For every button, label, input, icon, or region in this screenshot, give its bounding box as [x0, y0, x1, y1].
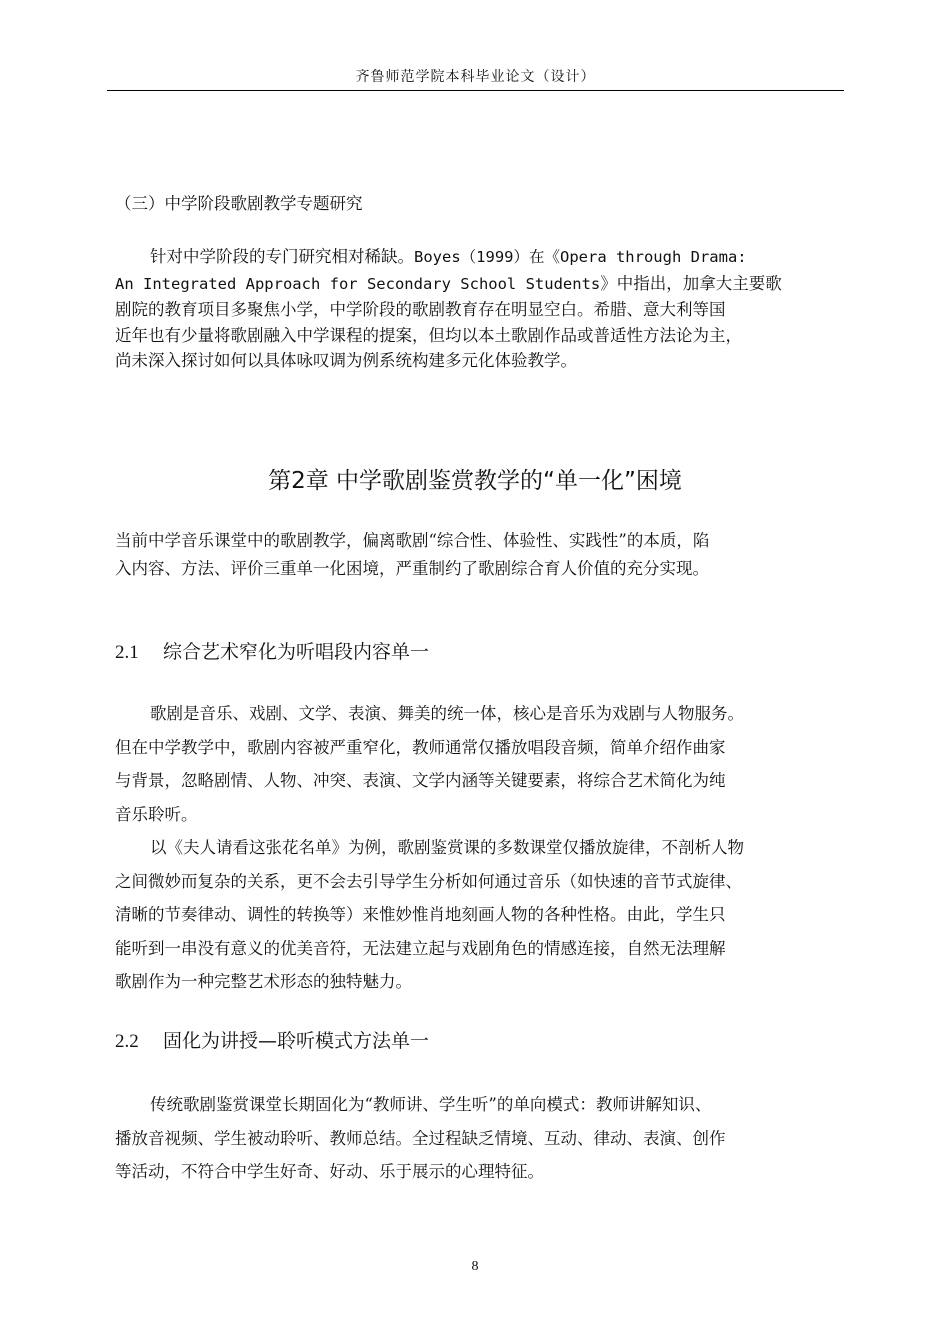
- text-line: 近年也有少量将歌剧融入中学课程的提案，但均以本土歌剧作品或普适性方法论为主，: [115, 325, 742, 345]
- section-heading-2-2: [115, 1026, 429, 1053]
- text-line: 与背景，忽略剧情、人物、冲突、表演、文学内涵等关键要素，将综合艺术简化为纯: [115, 771, 726, 790]
- text-line: 之间微妙而复杂的关系，更不会去引导学生分析如何通过音乐（如快速的音节式旋律、: [115, 871, 742, 891]
- text-line: 播放音视频、学生被动聆听、教师总结。全过程缺乏情境、互动、律动、表演、创作: [115, 1128, 726, 1148]
- page-number: 8: [471, 1259, 479, 1274]
- text-line: 能听到一串没有意义的优美音符，无法建立起与戏剧角色的情感连接，自然无法理解: [115, 938, 726, 958]
- header-rule: [107, 90, 844, 91]
- text-line: 传统歌剧鉴赏课堂长期固化为“教师讲、学生听”的单向模式：教师讲解知识、: [150, 1095, 712, 1114]
- text-line: 入内容、方法、评价三重单一化困境，严重制约了歌剧综合育人价值的充分实现。: [115, 559, 709, 578]
- text-line: 音乐聆听。: [115, 804, 198, 824]
- paragraph-2-1-a: [115, 697, 840, 831]
- section-title: 综合艺术窄化为听唱段内容单一: [163, 641, 430, 663]
- paragraph-2-2: [115, 1088, 840, 1189]
- text-line: 但在中学教学中，歌剧内容被严重窄化，教师通常仅播放唱段音频，简单介绍作曲家: [115, 737, 726, 757]
- text-line: 歌剧作为一种完整艺术形态的独特魅力。: [115, 972, 412, 991]
- text-line: 以《夫人请看这张花名单》为例，歌剧鉴赏课的多数课堂仅播放旋律，不剖析人物: [150, 838, 744, 857]
- paragraph-2-1-b: [115, 831, 840, 999]
- text-line: 尚未深入探讨如何以具体咏叹调为例系统构建多元化体验教学。: [115, 351, 577, 370]
- intro-paragraph: [115, 244, 840, 374]
- section-number: 2.1: [115, 642, 139, 663]
- text-line: 歌剧是音乐、戏剧、文学、表演、舞美的统一体，核心是音乐为戏剧与人物服务。: [150, 704, 744, 723]
- text-line: An Integrated Approach for Secondary School Students》中指出，加拿大主要歌: [115, 273, 782, 293]
- section-heading-2-1: [115, 637, 429, 664]
- running-header: 齐鲁师范学院本科毕业论文（设计）: [355, 69, 596, 85]
- text-line: 当前中学音乐课堂中的歌剧教学，偏离歌剧“综合性、体验性、实践性”的本质，陷: [115, 531, 710, 550]
- text-line: 剧院的教育项目多聚焦小学，中学阶段的歌剧教育存在明显空白。希腊、意大利等国: [115, 300, 726, 319]
- chapter-intro-paragraph: [115, 527, 840, 583]
- text-line: 清晰的节奏律动、调性的转换等）来惟妙惟肖地刻画人物的各种性格。由此，学生只: [115, 905, 726, 924]
- chapter-title: 第2章 中学歌剧鉴赏教学的“单一化”困境: [268, 468, 682, 494]
- section-number: 2.2: [115, 1031, 139, 1052]
- text-line: 等活动，不符合中学生好奇、好动、乐于展示的心理特征。: [115, 1162, 544, 1181]
- section-title: 固化为讲授—聆听模式方法单一: [163, 1030, 430, 1052]
- subsection-title: （三）中学阶段歌剧教学专题研究: [115, 194, 363, 213]
- text-line: 针对中学阶段的专门研究相对稀缺。Boyes（1999）在《Opera through Drama:: [150, 247, 747, 266]
